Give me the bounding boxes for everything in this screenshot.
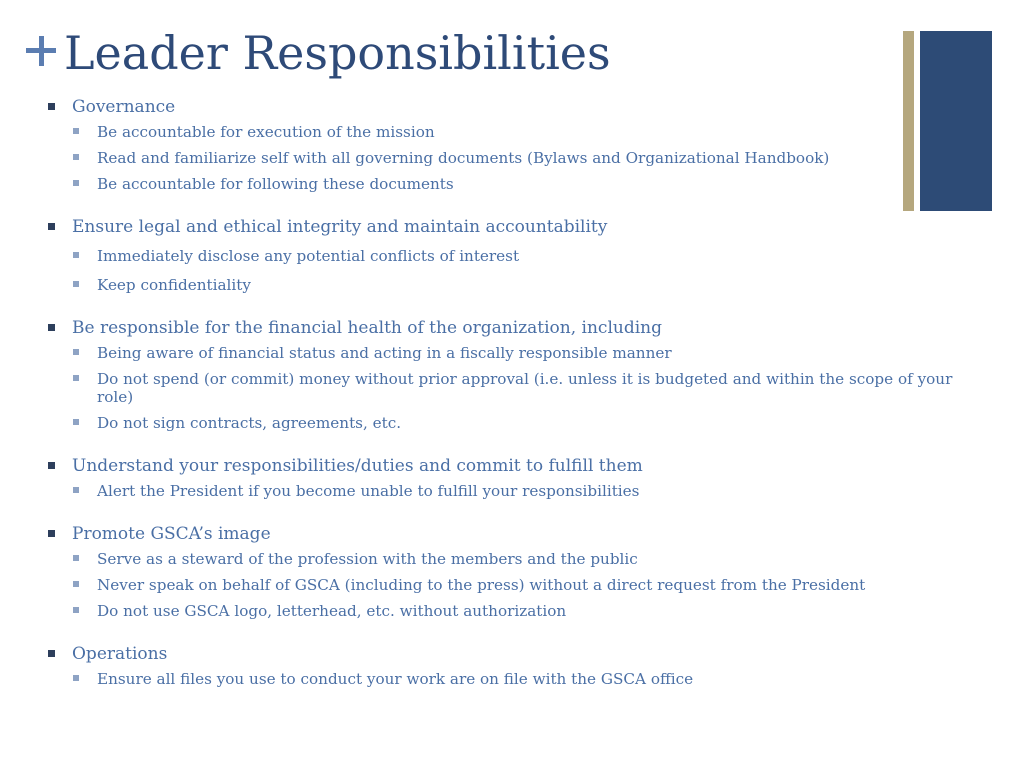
slide-title: Leader Responsibilities (64, 26, 611, 80)
plus-icon (26, 36, 56, 66)
list-item: Do not sign contracts, agreements, etc. (73, 414, 978, 432)
section-heading-integrity: Ensure legal and ethical integrity and maintain accountability (48, 216, 978, 238)
bullet-list (48, 96, 978, 688)
section-heading-image: Promote GSCA’s image (48, 523, 978, 545)
list-item: Do not spend (or commit) money without prior approval (i.e. unless it is budgeted and within the scope of your role) (73, 370, 978, 406)
list-item: Never speak on behalf of GSCA (including to the press) without a direct request from the President (73, 576, 978, 594)
list-item: Be accountable for following these documents (73, 175, 978, 193)
list-item: Alert the President if you become unable to fulfill your responsibilities (73, 482, 978, 500)
list-item: Keep confidentiality (73, 276, 978, 294)
section-heading-operations: Operations (48, 643, 978, 665)
section-heading-governance: Governance (48, 96, 978, 118)
list-item: Immediately disclose any potential conflicts of interest (73, 247, 978, 265)
list-item: Read and familiarize self with all governing documents (Bylaws and Organizational Handbook) (73, 149, 978, 167)
list-item: Serve as a steward of the profession with the members and the public (73, 550, 978, 568)
section-heading-duties: Understand your responsibilities/duties and commit to fulfill them (48, 455, 978, 477)
list-item: Being aware of financial status and acting in a fiscally responsible manner (73, 344, 978, 362)
list-item: Ensure all files you use to conduct your work are on file with the GSCA office (73, 670, 978, 688)
list-item: Do not use GSCA logo, letterhead, etc. without authorization (73, 602, 978, 620)
list-item: Be accountable for execution of the mission (73, 123, 978, 141)
section-heading-financial: Be responsible for the financial health of the organization, including (48, 317, 978, 339)
